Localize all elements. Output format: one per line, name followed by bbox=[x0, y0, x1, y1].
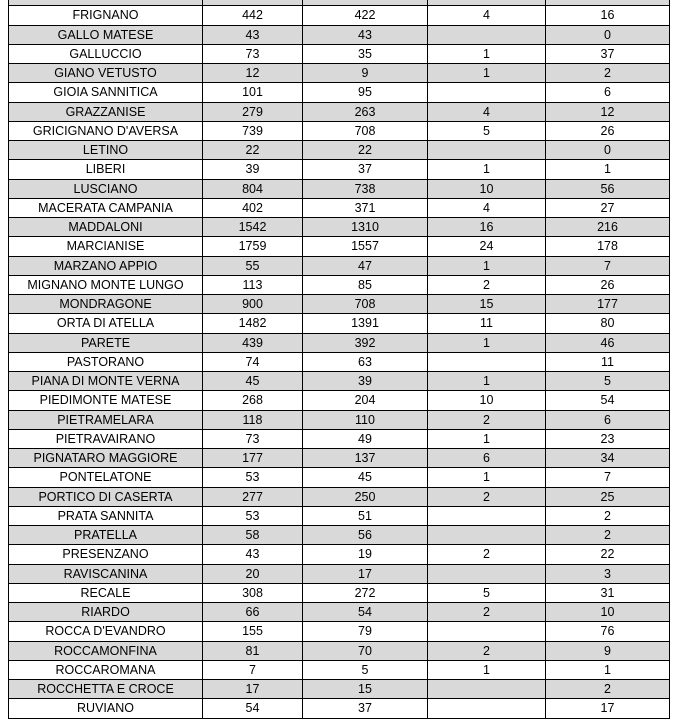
comune-cell: PONTELATONE bbox=[9, 468, 203, 487]
value-col-1-cell: 804 bbox=[203, 179, 303, 198]
value-col-4-cell: 56 bbox=[546, 179, 670, 198]
value-col-1-cell: 1542 bbox=[203, 218, 303, 237]
value-col-2-cell: 95 bbox=[303, 83, 428, 102]
value-col-1-cell: 177 bbox=[203, 449, 303, 468]
table-row bbox=[9, 237, 670, 256]
value-col-4-cell: 5 bbox=[546, 372, 670, 391]
value-col-2-cell: 204 bbox=[303, 391, 428, 410]
value-col-3-cell bbox=[428, 83, 546, 102]
table-row bbox=[9, 564, 670, 583]
table-row bbox=[9, 372, 670, 391]
value-col-4-cell: 80 bbox=[546, 314, 670, 333]
comune-cell: PRATELLA bbox=[9, 526, 203, 545]
value-col-3-cell bbox=[428, 526, 546, 545]
value-col-4-cell: 6 bbox=[546, 83, 670, 102]
value-col-2-cell: 422 bbox=[303, 6, 428, 25]
value-col-1-cell: 118 bbox=[203, 410, 303, 429]
value-col-2-cell: 250 bbox=[303, 487, 428, 506]
value-col-3-cell: 24 bbox=[428, 237, 546, 256]
value-col-1-cell: 7 bbox=[203, 660, 303, 679]
comune-cell: RIARDO bbox=[9, 603, 203, 622]
value-col-4-cell: 22 bbox=[546, 545, 670, 564]
value-col-3-cell bbox=[428, 506, 546, 525]
table-row bbox=[9, 314, 670, 333]
value-col-4-cell: 16 bbox=[546, 6, 670, 25]
value-col-3-cell: 2 bbox=[428, 275, 546, 294]
table-row bbox=[9, 680, 670, 699]
value-col-3-cell: 16 bbox=[428, 218, 546, 237]
table-row bbox=[9, 102, 670, 121]
value-col-2-cell: 9 bbox=[303, 64, 428, 83]
value-col-2-cell: 37 bbox=[303, 699, 428, 718]
comune-cell: LETINO bbox=[9, 141, 203, 160]
value-col-3-cell: 2 bbox=[428, 603, 546, 622]
value-col-2-cell: 35 bbox=[303, 44, 428, 63]
value-col-3-cell bbox=[428, 141, 546, 160]
value-col-1-cell: 81 bbox=[203, 641, 303, 660]
value-col-1-cell: 73 bbox=[203, 429, 303, 448]
comune-cell: GRICIGNANO D'AVERSA bbox=[9, 121, 203, 140]
value-col-4-cell: 178 bbox=[546, 237, 670, 256]
value-col-2-cell: 15 bbox=[303, 680, 428, 699]
value-col-1-cell: 43 bbox=[203, 545, 303, 564]
value-col-1-cell: 113 bbox=[203, 275, 303, 294]
value-col-4-cell: 27 bbox=[546, 198, 670, 217]
value-col-2-cell: 110 bbox=[303, 410, 428, 429]
value-col-3-cell: 2 bbox=[428, 487, 546, 506]
value-col-4-cell: 25 bbox=[546, 487, 670, 506]
comune-cell: MADDALONI bbox=[9, 218, 203, 237]
value-col-1-cell: 1482 bbox=[203, 314, 303, 333]
value-col-4-cell: 46 bbox=[546, 333, 670, 352]
table-row bbox=[9, 218, 670, 237]
value-col-3-cell: 1 bbox=[428, 429, 546, 448]
value-col-3-cell: 1 bbox=[428, 333, 546, 352]
comune-cell: FRIGNANO bbox=[9, 6, 203, 25]
table-row bbox=[9, 179, 670, 198]
table-row bbox=[9, 275, 670, 294]
value-col-3-cell bbox=[428, 352, 546, 371]
value-col-1-cell: 277 bbox=[203, 487, 303, 506]
value-col-1-cell: 439 bbox=[203, 333, 303, 352]
comune-cell: RECALE bbox=[9, 583, 203, 602]
value-col-2-cell: 263 bbox=[303, 102, 428, 121]
value-col-1-cell: 53 bbox=[203, 506, 303, 525]
value-col-4-cell: 23 bbox=[546, 429, 670, 448]
value-col-3-cell: 1 bbox=[428, 44, 546, 63]
table-row bbox=[9, 506, 670, 525]
table-row bbox=[9, 352, 670, 371]
comune-cell: PIETRAMELARA bbox=[9, 410, 203, 429]
value-col-2-cell: 19 bbox=[303, 545, 428, 564]
value-col-2-cell: 70 bbox=[303, 641, 428, 660]
value-col-1-cell: 39 bbox=[203, 160, 303, 179]
comune-cell: PRESENZANO bbox=[9, 545, 203, 564]
value-col-3-cell bbox=[428, 622, 546, 641]
value-col-3-cell: 15 bbox=[428, 295, 546, 314]
comune-cell: RUVIANO bbox=[9, 699, 203, 718]
comune-cell: ROCCHETTA E CROCE bbox=[9, 680, 203, 699]
table-row bbox=[9, 410, 670, 429]
value-col-2-cell: 45 bbox=[303, 468, 428, 487]
table-row bbox=[9, 121, 670, 140]
value-col-1-cell: 268 bbox=[203, 391, 303, 410]
value-col-2-cell: 43 bbox=[303, 25, 428, 44]
value-col-4-cell: 6 bbox=[546, 410, 670, 429]
table-row bbox=[9, 545, 670, 564]
value-col-4-cell: 37 bbox=[546, 44, 670, 63]
comune-cell: PIGNATARO MAGGIORE bbox=[9, 449, 203, 468]
value-col-2-cell: 51 bbox=[303, 506, 428, 525]
value-col-1-cell: 73 bbox=[203, 44, 303, 63]
table-row bbox=[9, 699, 670, 718]
table-body bbox=[9, 0, 670, 718]
value-col-4-cell: 0 bbox=[546, 25, 670, 44]
value-col-2-cell: 1310 bbox=[303, 218, 428, 237]
value-col-4-cell: 1 bbox=[546, 660, 670, 679]
value-col-4-cell: 216 bbox=[546, 218, 670, 237]
value-col-1-cell: 155 bbox=[203, 622, 303, 641]
value-col-1-cell: 739 bbox=[203, 121, 303, 140]
value-col-1-cell: 58 bbox=[203, 526, 303, 545]
comune-cell: LUSCIANO bbox=[9, 179, 203, 198]
value-col-3-cell: 1 bbox=[428, 372, 546, 391]
value-col-2-cell: 708 bbox=[303, 121, 428, 140]
table-row bbox=[9, 487, 670, 506]
table-row bbox=[9, 6, 670, 25]
value-col-3-cell: 1 bbox=[428, 256, 546, 275]
table-row bbox=[9, 449, 670, 468]
value-col-4-cell: 7 bbox=[546, 256, 670, 275]
comune-cell: GIOIA SANNITICA bbox=[9, 83, 203, 102]
value-col-2-cell: 392 bbox=[303, 333, 428, 352]
value-col-2-cell: 47 bbox=[303, 256, 428, 275]
table-row bbox=[9, 429, 670, 448]
value-col-1-cell: 66 bbox=[203, 603, 303, 622]
comune-cell: GRAZZANISE bbox=[9, 102, 203, 121]
value-col-1-cell: 900 bbox=[203, 295, 303, 314]
value-col-2-cell: 54 bbox=[303, 603, 428, 622]
value-col-4-cell: 54 bbox=[546, 391, 670, 410]
comune-cell: MIGNANO MONTE LUNGO bbox=[9, 275, 203, 294]
comuni-data-table bbox=[8, 0, 670, 719]
table-row bbox=[9, 256, 670, 275]
value-col-3-cell: 1 bbox=[428, 160, 546, 179]
value-col-4-cell: 1 bbox=[546, 160, 670, 179]
value-col-2-cell: 49 bbox=[303, 429, 428, 448]
comune-cell: MARZANO APPIO bbox=[9, 256, 203, 275]
value-col-1-cell: 54 bbox=[203, 699, 303, 718]
comune-cell: PORTICO DI CASERTA bbox=[9, 487, 203, 506]
comune-cell: MONDRAGONE bbox=[9, 295, 203, 314]
value-col-2-cell: 272 bbox=[303, 583, 428, 602]
value-col-3-cell: 10 bbox=[428, 179, 546, 198]
table-row bbox=[9, 603, 670, 622]
value-col-3-cell: 10 bbox=[428, 391, 546, 410]
value-col-1-cell: 22 bbox=[203, 141, 303, 160]
comune-cell: PASTORANO bbox=[9, 352, 203, 371]
comune-cell: GIANO VETUSTO bbox=[9, 64, 203, 83]
table-row bbox=[9, 622, 670, 641]
comune-cell: PRATA SANNITA bbox=[9, 506, 203, 525]
table-row bbox=[9, 391, 670, 410]
comune-cell: GALLO MATESE bbox=[9, 25, 203, 44]
value-col-4-cell: 11 bbox=[546, 352, 670, 371]
table-row bbox=[9, 83, 670, 102]
value-col-4-cell: 3 bbox=[546, 564, 670, 583]
value-col-1-cell: 12 bbox=[203, 64, 303, 83]
value-col-2-cell: 37 bbox=[303, 160, 428, 179]
value-col-3-cell: 1 bbox=[428, 64, 546, 83]
value-col-4-cell: 7 bbox=[546, 468, 670, 487]
value-col-1-cell: 74 bbox=[203, 352, 303, 371]
table-row bbox=[9, 333, 670, 352]
value-col-4-cell: 10 bbox=[546, 603, 670, 622]
value-col-3-cell: 5 bbox=[428, 583, 546, 602]
value-col-3-cell: 2 bbox=[428, 641, 546, 660]
value-col-2-cell: 79 bbox=[303, 622, 428, 641]
value-col-2-cell: 137 bbox=[303, 449, 428, 468]
value-col-2-cell: 22 bbox=[303, 141, 428, 160]
value-col-4-cell: 31 bbox=[546, 583, 670, 602]
value-col-4-cell: 2 bbox=[546, 680, 670, 699]
value-col-1-cell: 43 bbox=[203, 25, 303, 44]
value-col-2-cell: 56 bbox=[303, 526, 428, 545]
table-row bbox=[9, 295, 670, 314]
value-col-1-cell: 1759 bbox=[203, 237, 303, 256]
table-row bbox=[9, 468, 670, 487]
value-col-4-cell: 2 bbox=[546, 506, 670, 525]
value-col-1-cell: 402 bbox=[203, 198, 303, 217]
value-col-3-cell bbox=[428, 25, 546, 44]
value-col-1-cell: 308 bbox=[203, 583, 303, 602]
value-col-2-cell: 708 bbox=[303, 295, 428, 314]
table-row bbox=[9, 583, 670, 602]
value-col-2-cell: 5 bbox=[303, 660, 428, 679]
value-col-2-cell: 1391 bbox=[303, 314, 428, 333]
table-row bbox=[9, 526, 670, 545]
value-col-2-cell: 371 bbox=[303, 198, 428, 217]
value-col-3-cell: 2 bbox=[428, 410, 546, 429]
value-col-4-cell: 2 bbox=[546, 64, 670, 83]
value-col-3-cell: 5 bbox=[428, 121, 546, 140]
value-col-3-cell: 2 bbox=[428, 545, 546, 564]
comune-cell: LIBERI bbox=[9, 160, 203, 179]
value-col-4-cell: 26 bbox=[546, 121, 670, 140]
value-col-3-cell bbox=[428, 564, 546, 583]
value-col-3-cell: 1 bbox=[428, 468, 546, 487]
value-col-3-cell bbox=[428, 699, 546, 718]
value-col-1-cell: 45 bbox=[203, 372, 303, 391]
value-col-3-cell: 4 bbox=[428, 198, 546, 217]
comune-cell: PIEDIMONTE MATESE bbox=[9, 391, 203, 410]
table-row bbox=[9, 25, 670, 44]
value-col-3-cell: 4 bbox=[428, 6, 546, 25]
table-row bbox=[9, 44, 670, 63]
value-col-4-cell: 9 bbox=[546, 641, 670, 660]
value-col-1-cell: 279 bbox=[203, 102, 303, 121]
table-row bbox=[9, 160, 670, 179]
value-col-2-cell: 63 bbox=[303, 352, 428, 371]
value-col-4-cell: 177 bbox=[546, 295, 670, 314]
comune-cell: PIETRAVAIRANO bbox=[9, 429, 203, 448]
comune-cell: ROCCAROMANA bbox=[9, 660, 203, 679]
value-col-2-cell: 85 bbox=[303, 275, 428, 294]
table-row bbox=[9, 64, 670, 83]
comune-cell: GALLUCCIO bbox=[9, 44, 203, 63]
value-col-1-cell: 442 bbox=[203, 6, 303, 25]
value-col-4-cell: 0 bbox=[546, 141, 670, 160]
table-row bbox=[9, 641, 670, 660]
value-col-4-cell: 76 bbox=[546, 622, 670, 641]
comune-cell: ROCCAMONFINA bbox=[9, 641, 203, 660]
value-col-2-cell: 17 bbox=[303, 564, 428, 583]
value-col-1-cell: 101 bbox=[203, 83, 303, 102]
value-col-1-cell: 53 bbox=[203, 468, 303, 487]
table-row bbox=[9, 198, 670, 217]
value-col-3-cell: 11 bbox=[428, 314, 546, 333]
value-col-3-cell bbox=[428, 680, 546, 699]
table-row bbox=[9, 141, 670, 160]
value-col-2-cell: 39 bbox=[303, 372, 428, 391]
value-col-4-cell: 2 bbox=[546, 526, 670, 545]
value-col-1-cell: 20 bbox=[203, 564, 303, 583]
value-col-3-cell: 4 bbox=[428, 102, 546, 121]
comune-cell: MARCIANISE bbox=[9, 237, 203, 256]
table-row bbox=[9, 660, 670, 679]
value-col-3-cell: 6 bbox=[428, 449, 546, 468]
comune-cell: ORTA DI ATELLA bbox=[9, 314, 203, 333]
value-col-2-cell: 738 bbox=[303, 179, 428, 198]
comune-cell: ROCCA D'EVANDRO bbox=[9, 622, 203, 641]
value-col-4-cell: 17 bbox=[546, 699, 670, 718]
comune-cell: PARETE bbox=[9, 333, 203, 352]
value-col-1-cell: 17 bbox=[203, 680, 303, 699]
value-col-1-cell: 55 bbox=[203, 256, 303, 275]
value-col-4-cell: 34 bbox=[546, 449, 670, 468]
comune-cell: MACERATA CAMPANIA bbox=[9, 198, 203, 217]
comune-cell: PIANA DI MONTE VERNA bbox=[9, 372, 203, 391]
value-col-3-cell: 1 bbox=[428, 660, 546, 679]
comune-cell: RAVISCANINA bbox=[9, 564, 203, 583]
value-col-4-cell: 26 bbox=[546, 275, 670, 294]
value-col-4-cell: 12 bbox=[546, 102, 670, 121]
value-col-2-cell: 1557 bbox=[303, 237, 428, 256]
